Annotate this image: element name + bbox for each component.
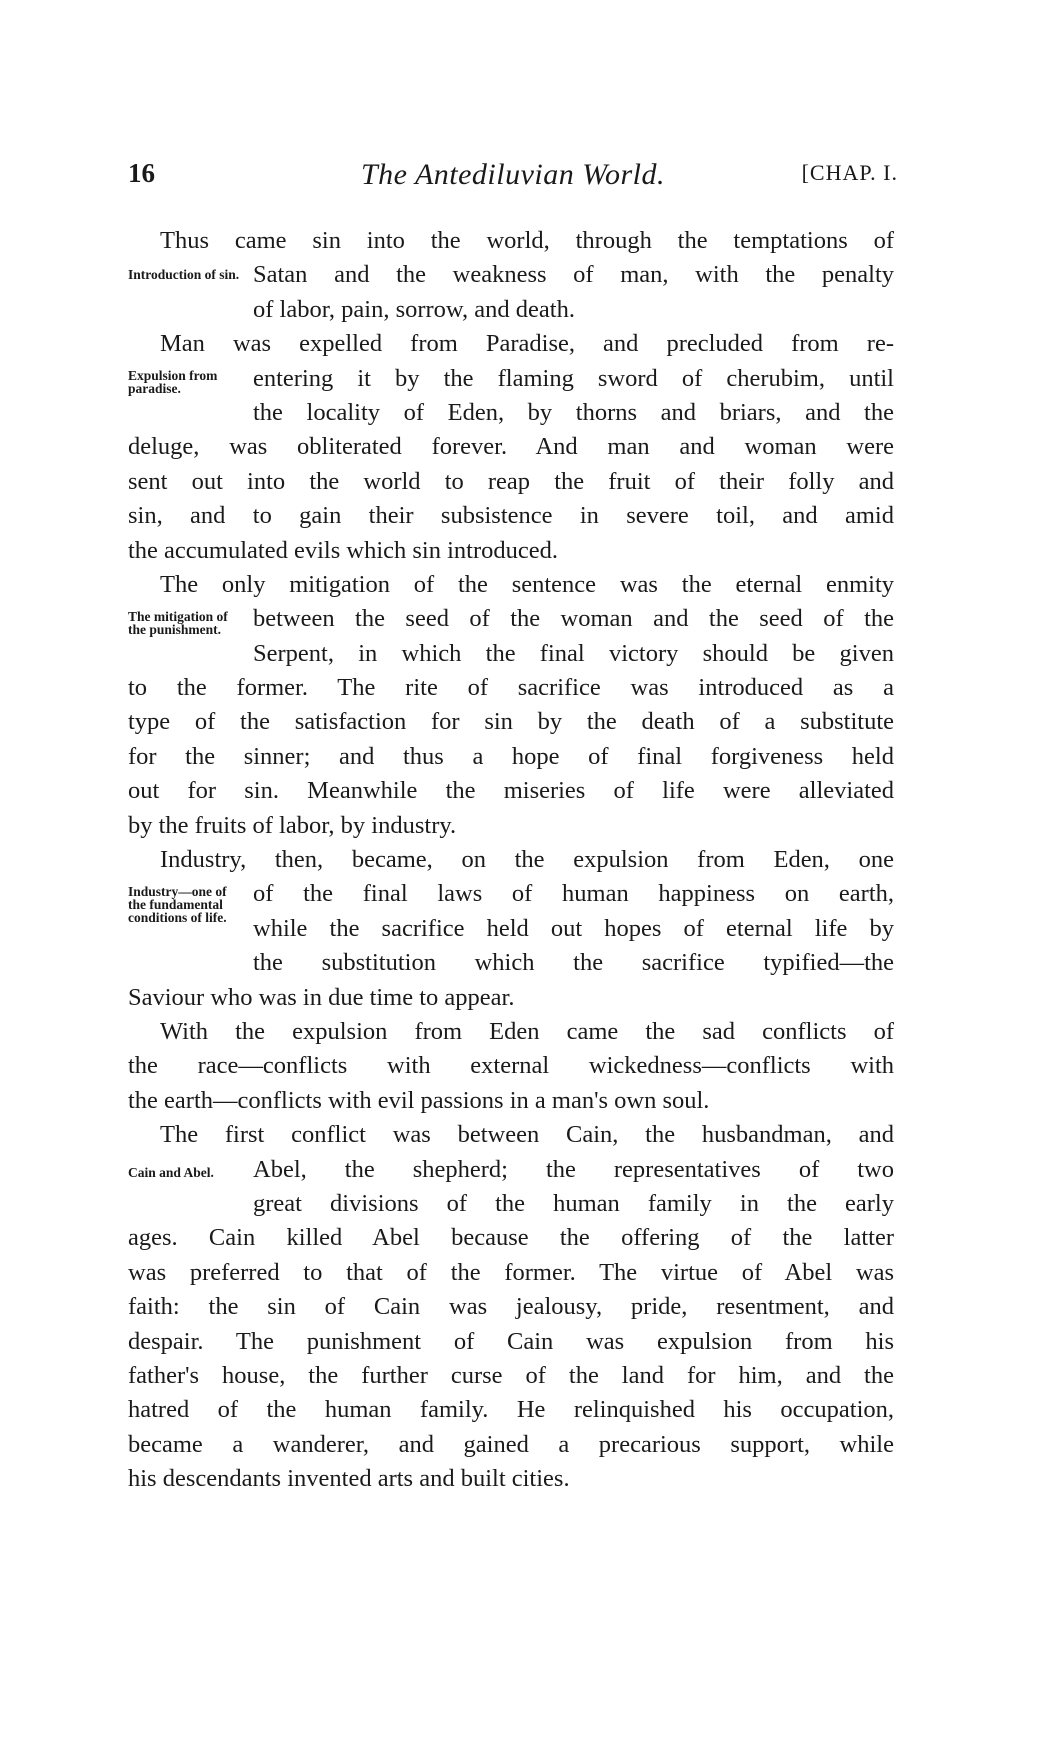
chapter-reference: [CHAP. I. [801,160,898,185]
text-line: was preferred to that of the former. The virtue of Abel was [128,1258,894,1286]
text-line: by the fruits of labor, by industry. [128,811,457,839]
text-line: the earth—conflicts with evil passions in a man's own soul. [128,1086,710,1114]
text-line: for the sinner; and thus a hope of final forgiveness held [128,742,894,770]
margin-note: Cain and Abel. [128,1165,214,1181]
text-line: Man was expelled from Paradise, and precluded from re- [160,330,894,358]
text-line: great divisions of the human family in the early [253,1189,894,1217]
text-line: his descendants invented arts and built cities. [128,1465,570,1493]
text-line: Satan and the weakness of man, with the penalty [253,261,894,289]
text-line: despair. The punishment of Cain was expulsion from his [128,1327,894,1355]
running-title: The Antediluvian World. [361,158,665,191]
text-line: of labor, pain, sorrow, and death. [253,295,575,323]
margin-note: The mitigation of the punishment. [128,608,228,637]
text-line: faith: the sin of Cain was jealousy, pride, resentment, and [128,1293,894,1321]
page-number: 16 [128,158,155,188]
text-line: ages. Cain killed Abel because the offering of the latter [128,1224,894,1252]
text-line: sin, and to gain their subsistence in severe toil, and amid [128,502,894,530]
text-line: the substitution which the sacrifice typified—the [253,949,894,977]
margin-note: Industry—one of the fundamental conditions of life. [128,884,227,926]
margin-note: Expulsion from paradise. [128,368,218,397]
page-header [128,158,898,198]
paragraph [0,327,1051,568]
text-line: With the expulsion from Eden came the sad conflicts of [160,1017,894,1045]
text-line: The first conflict was between Cain, the husbandman, and [160,1121,894,1149]
paragraph [0,568,1051,843]
text-line: of the final laws of human happiness on earth, [253,880,894,908]
margin-note: Introduction of sin. [128,267,240,282]
text-line: sent out into the world to reap the fruit of their folly and [128,467,894,495]
text-line: became a wanderer, and gained a precarious support, while [128,1430,894,1458]
text-line: out for sin. Meanwhile the miseries of life were alleviated [128,777,894,805]
text-line: hatred of the human family. He relinquished his occupation, [128,1396,894,1424]
paragraph [0,1015,1051,1118]
text-line: type of the satisfaction for sin by the death of a substitute [128,708,894,736]
text-line: Industry, then, became, on the expulsion from Eden, one [160,846,894,874]
text-line: Serpent, in which the final victory should be given [253,639,894,667]
paragraph [0,843,1051,1015]
body-text [0,224,1051,1496]
text-line: the race—conflicts with external wickedness—conflicts with [128,1052,894,1080]
paragraph [0,224,1051,327]
text-line: while the sacrifice held out hopes of eternal life by [253,914,894,942]
paragraph [0,1118,1051,1496]
text-line: between the seed of the woman and the seed of the [253,605,894,633]
text-line: the accumulated evils which sin introduced. [128,536,558,564]
text-line: entering it by the flaming sword of cherubim, until [253,364,894,392]
text-line: deluge, was obliterated forever. And man and woman were [128,433,894,461]
text-line: father's house, the further curse of the land for him, and the [128,1361,894,1389]
text-line: Saviour who was in due time to appear. [128,983,515,1011]
text-line: to the former. The rite of sacrifice was introduced as a [128,674,894,702]
text-line: The only mitigation of the sentence was the eternal enmity [160,570,894,598]
text-line: Abel, the shepherd; the representatives of two [253,1155,894,1183]
text-line: Thus came sin into the world, through the temptations of [160,227,894,254]
text-line: the locality of Eden, by thorns and briars, and the [253,398,894,426]
